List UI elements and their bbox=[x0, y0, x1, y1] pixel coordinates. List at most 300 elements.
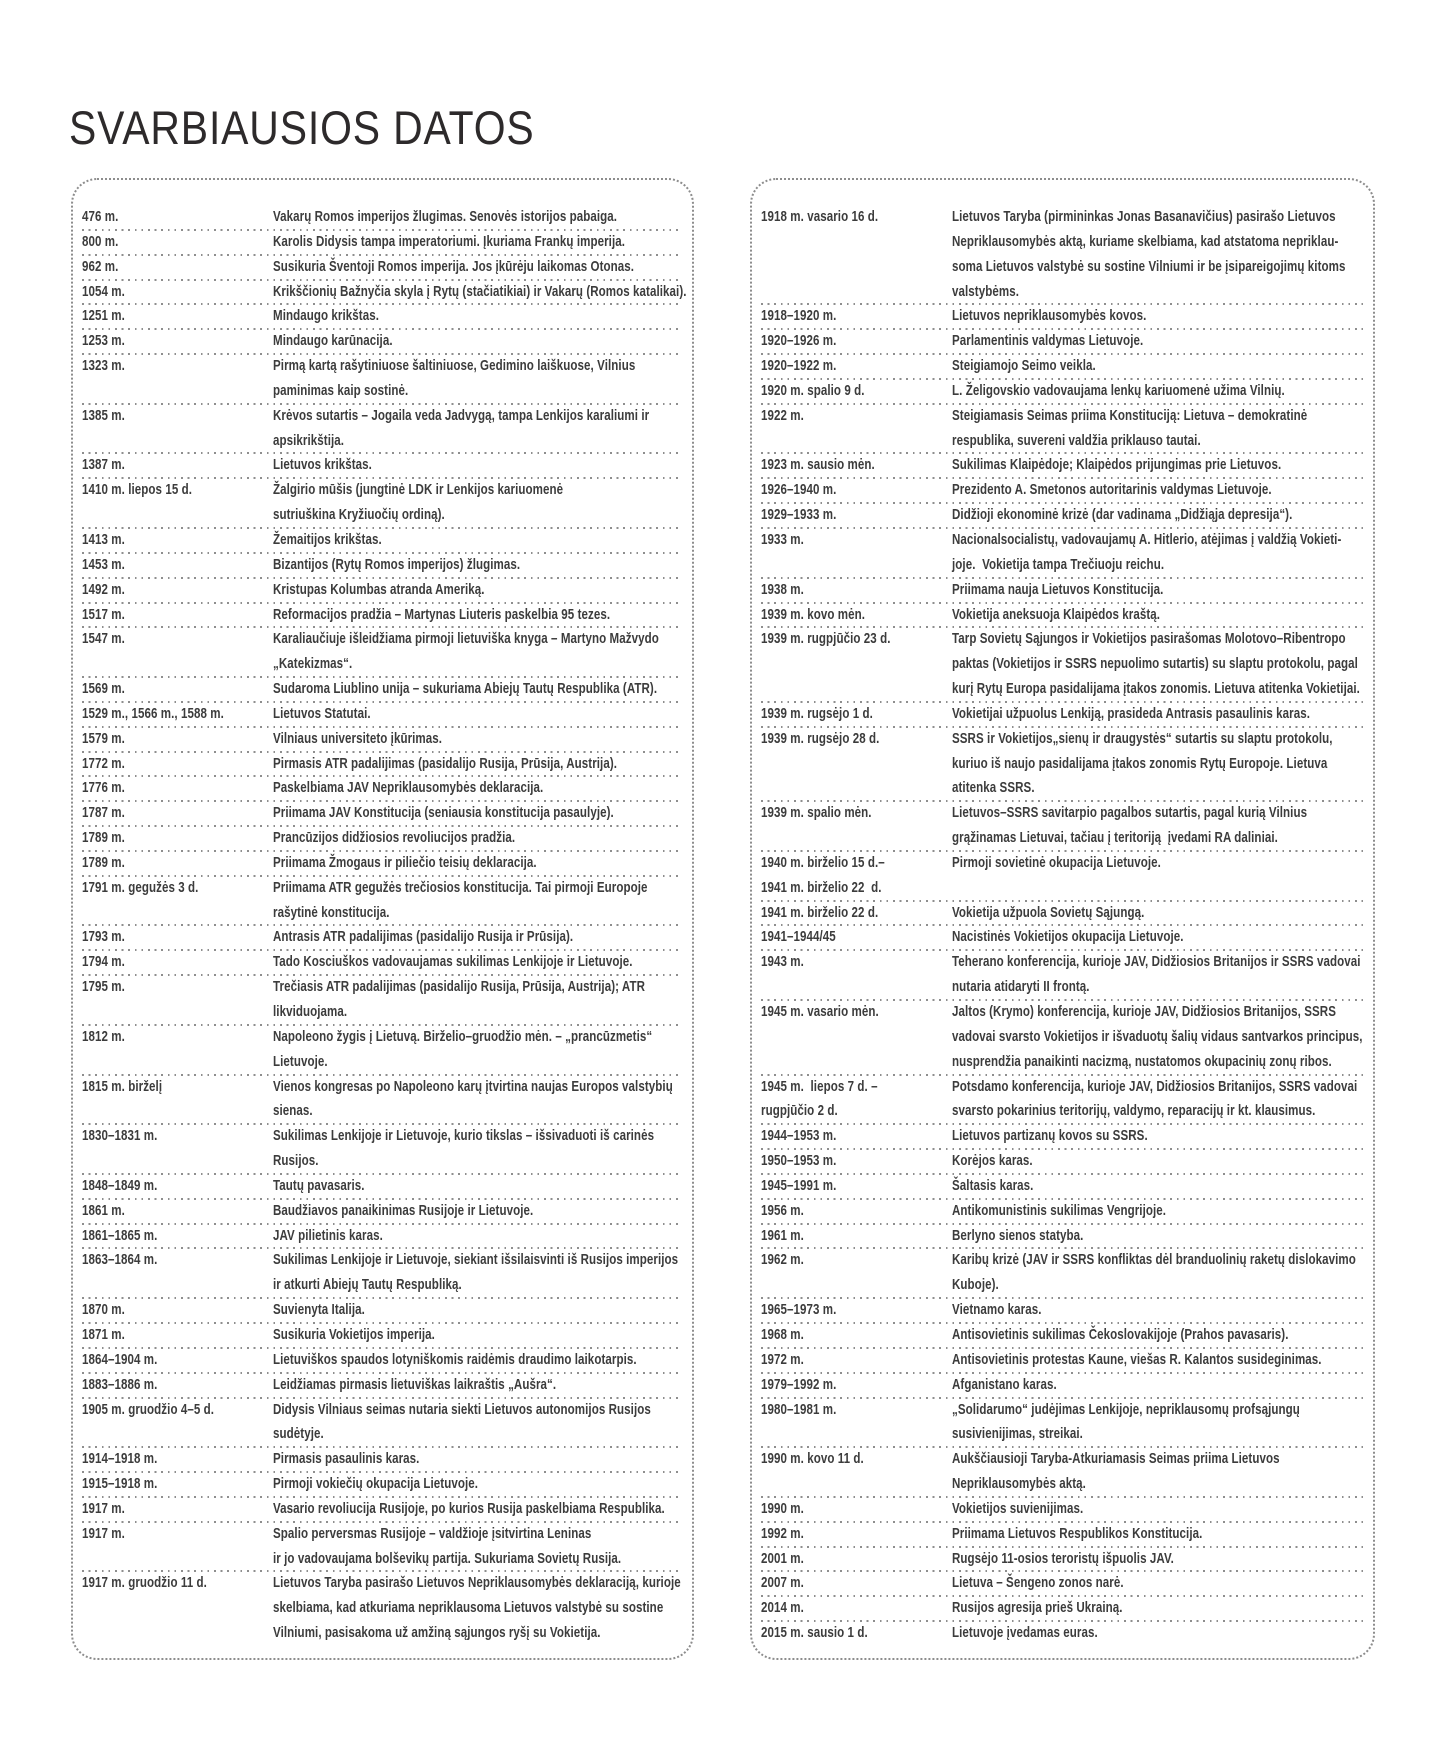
description-line: kuriuo iš naujo pasidalijama įtakos zonomis Rytų Europoje. Lietuva bbox=[952, 754, 1328, 772]
description-cell bbox=[952, 453, 1364, 478]
date-line: 1943 m. bbox=[761, 953, 804, 971]
description-line: Sukilimas Lenkijoje ir Lietuvoje, siekiant išsilaisvinti iš Rusijos imperijos bbox=[273, 1251, 679, 1269]
date-cell bbox=[82, 304, 273, 329]
description-line: Mindaugo krikštas. bbox=[273, 307, 380, 325]
table-row bbox=[82, 1025, 683, 1075]
description-line: Lietuvoje. bbox=[273, 1052, 328, 1070]
description-line: Vienos kongresas po Napoleono karų įtvirtina naujas Europos valstybių bbox=[273, 1077, 673, 1095]
date-cell bbox=[82, 1497, 273, 1522]
description-cell bbox=[273, 950, 683, 975]
date-cell bbox=[761, 453, 952, 478]
date-cell bbox=[761, 304, 952, 329]
description-line: Vakarų Romos imperijos žlugimas. Senovės istorijos pabaiga. bbox=[273, 208, 618, 225]
description-cell bbox=[952, 925, 1364, 950]
description-cell bbox=[273, 627, 683, 677]
table-row bbox=[82, 1248, 683, 1298]
description-line: Steigiamojo Seimo veikla. bbox=[952, 357, 1096, 375]
date-cell bbox=[761, 1348, 952, 1373]
date-cell bbox=[82, 205, 273, 230]
description-line: Lietuvos–SSRS savitarpio pagalbos sutartis, pagal kurią Vilnius bbox=[952, 804, 1308, 822]
date-cell bbox=[82, 1174, 273, 1199]
table-row bbox=[761, 528, 1364, 578]
description-cell bbox=[952, 578, 1364, 603]
date-line: 962 m. bbox=[82, 257, 119, 275]
date-line: 1939 m. kovo mėn. bbox=[761, 605, 866, 623]
description-line: sienas. bbox=[273, 1102, 313, 1120]
description-line: Pirmą kartą rašytiniuose šaltiniuose, Gedimino laiškuose, Vilnius bbox=[273, 357, 636, 375]
table-row bbox=[761, 950, 1364, 1000]
date-line: 1863–1864 m. bbox=[82, 1251, 158, 1269]
table-row bbox=[82, 727, 683, 752]
table-row bbox=[82, 1124, 683, 1174]
description-line: Vokietija aneksuoja Klaipėdos kraštą. bbox=[952, 605, 1161, 623]
description-line: Korėjos karas. bbox=[952, 1152, 1033, 1170]
date-line: 1772 m. bbox=[82, 754, 125, 772]
description-line: Sukilimas Klaipėdoje; Klaipėdos prijungimas prie Lietuvos. bbox=[952, 456, 1282, 474]
description-line: Nacionalsocialistų, vadovaujamų A. Hitlerio, atėjimas į valdžią Vokieti- bbox=[952, 530, 1342, 548]
description-line: Jaltos (Krymo) konferencija, kurioje JAV, Didžiosios Britanijos, SSRS bbox=[952, 1003, 1337, 1020]
description-cell bbox=[952, 1248, 1364, 1298]
description-line: Tarp Sovietų Sąjungos ir Vokietijos pasirašomas Molotovo–Ribentropo bbox=[952, 630, 1346, 648]
description-line: Didžioji ekonominė krizė (dar vadinama „Didžiąja depresija“). bbox=[952, 506, 1293, 524]
table-row bbox=[82, 925, 683, 950]
table-row bbox=[761, 1124, 1364, 1149]
description-cell bbox=[952, 1373, 1364, 1398]
date-cell bbox=[761, 578, 952, 603]
date-line: 1812 m. bbox=[82, 1027, 125, 1045]
date-cell bbox=[761, 205, 952, 304]
date-line: 1965–1973 m. bbox=[761, 1301, 837, 1319]
description-line: Prancūzijos didžiosios revoliucijos pradžia. bbox=[273, 829, 516, 847]
description-line: Susikuria Šventoji Romos imperija. Jos įkūrėju laikomas Otonas. bbox=[273, 257, 635, 275]
description-line: Lietuvoje įvedamas euras. bbox=[952, 1624, 1098, 1642]
description-line: Žemaitijos krikštas. bbox=[273, 530, 382, 548]
date-line: 1789 m. bbox=[82, 829, 125, 847]
table-row bbox=[761, 1000, 1364, 1075]
date-line: 1939 m. rugsėjo 1 d. bbox=[761, 704, 873, 722]
description-line: susivienijimas, streikai. bbox=[952, 1425, 1083, 1443]
date-cell bbox=[761, 603, 952, 628]
description-line: Afganistano karas. bbox=[952, 1375, 1057, 1393]
description-cell bbox=[952, 702, 1364, 727]
description-line: Pirmasis pasaulinis karas. bbox=[273, 1450, 420, 1468]
date-cell bbox=[761, 1522, 952, 1547]
date-line: 1941 m. birželio 22 d. bbox=[761, 878, 882, 896]
date-line: 1920–1922 m. bbox=[761, 357, 837, 375]
description-line: Karolis Didysis tampa imperatoriumi. Įkuriama Frankų imperija. bbox=[273, 232, 626, 250]
date-line: 1990 m. kovo 11 d. bbox=[761, 1450, 864, 1468]
date-cell bbox=[82, 1124, 273, 1174]
description-line: kurį Rytų Europa pasidalijama įtakos zonomis. Lietuva atitenka Vokietijai. bbox=[952, 680, 1360, 698]
date-cell bbox=[82, 578, 273, 603]
date-line: 1950–1953 m. bbox=[761, 1152, 837, 1170]
description-cell bbox=[273, 1075, 683, 1125]
date-cell bbox=[82, 230, 273, 255]
description-line: Tautų pavasaris. bbox=[273, 1176, 365, 1194]
description-line: Napoleono žygis į Lietuvą. Birželio–gruodžio mėn. – „prancūzmetis“ bbox=[273, 1027, 653, 1045]
table-row bbox=[82, 1323, 683, 1348]
description-line: Karaliaučiuje išleidžiama pirmoji lietuviška knyga – Martyno Mažvydo bbox=[273, 630, 659, 648]
description-line: Lietuvos krikštas. bbox=[273, 456, 372, 474]
table-row bbox=[82, 1497, 683, 1522]
description-line: Antisovietinis protestas Kaune, viešas R. Kalantos susideginimas. bbox=[952, 1350, 1322, 1368]
date-line: 1529 m., 1566 m., 1588 m. bbox=[82, 704, 224, 722]
date-cell bbox=[82, 1323, 273, 1348]
date-cell bbox=[761, 851, 952, 901]
table-row bbox=[82, 1298, 683, 1323]
date-line: 1848–1849 m. bbox=[82, 1176, 158, 1194]
description-line: Vokietijai užpuolus Lenkiją, prasideda Antrasis pasaulinis karas. bbox=[952, 704, 1311, 722]
table-row bbox=[761, 404, 1364, 454]
description-cell bbox=[273, 205, 683, 230]
date-cell bbox=[82, 329, 273, 354]
table-row bbox=[761, 1298, 1364, 1323]
date-cell bbox=[761, 727, 952, 802]
table-row bbox=[82, 1373, 683, 1398]
date-cell bbox=[82, 280, 273, 305]
table-row bbox=[761, 1323, 1364, 1348]
table-row bbox=[82, 776, 683, 801]
description-cell bbox=[952, 1497, 1364, 1522]
table-row bbox=[82, 801, 683, 826]
table-row bbox=[761, 1174, 1364, 1199]
table-row bbox=[82, 553, 683, 578]
date-cell bbox=[82, 1522, 273, 1572]
table-row bbox=[761, 627, 1364, 702]
date-cell bbox=[761, 503, 952, 528]
description-line: nutaria atidaryti II frontą. bbox=[952, 978, 1090, 996]
date-cell bbox=[82, 453, 273, 478]
description-line: Paskelbiama JAV Nepriklausomybės deklaracija. bbox=[273, 779, 544, 797]
description-line: Lietuvos partizanų kovos su SSRS. bbox=[952, 1127, 1148, 1145]
date-line: 1579 m. bbox=[82, 729, 125, 747]
date-cell bbox=[82, 752, 273, 777]
description-line: Susikuria Vokietijos imperija. bbox=[273, 1325, 435, 1343]
table-row bbox=[82, 1224, 683, 1249]
description-cell bbox=[273, 1248, 683, 1298]
date-line: 1926–1940 m. bbox=[761, 481, 837, 499]
description-cell bbox=[952, 901, 1364, 926]
description-line: Parlamentinis valdymas Lietuvoje. bbox=[952, 332, 1144, 350]
table-row bbox=[761, 1199, 1364, 1224]
description-cell bbox=[952, 950, 1364, 1000]
description-cell bbox=[952, 1075, 1364, 1125]
table-row bbox=[82, 1075, 683, 1125]
date-line: 1980–1981 m. bbox=[761, 1400, 837, 1418]
date-line: 1861–1865 m. bbox=[82, 1226, 158, 1244]
description-cell bbox=[273, 851, 683, 876]
description-cell bbox=[952, 404, 1364, 454]
table-row bbox=[82, 851, 683, 876]
description-cell bbox=[273, 776, 683, 801]
date-cell bbox=[82, 603, 273, 628]
description-line: Tado Kosciuškos vadovaujamas sukilimas Lenkijoje ir Lietuvoje. bbox=[273, 953, 633, 971]
date-cell bbox=[82, 528, 273, 553]
date-cell bbox=[761, 1571, 952, 1596]
date-cell bbox=[82, 1373, 273, 1398]
table-row bbox=[761, 478, 1364, 503]
description-cell bbox=[273, 528, 683, 553]
description-line: Spalio perversmas Rusijoje – valdžioje įsitvirtina Leninas bbox=[273, 1524, 592, 1542]
date-cell bbox=[82, 1199, 273, 1224]
table-row bbox=[761, 1224, 1364, 1249]
description-cell bbox=[273, 752, 683, 777]
description-line: skelbiama, kad atkuriama nepriklausoma Lietuvos valstybė su sostine bbox=[273, 1599, 664, 1617]
date-cell bbox=[761, 1149, 952, 1174]
table-row bbox=[82, 752, 683, 777]
description-cell bbox=[273, 1571, 683, 1646]
description-line: Suvienyta Italija. bbox=[273, 1301, 365, 1319]
date-line: 1815 m. birželį bbox=[82, 1077, 163, 1095]
date-cell bbox=[82, 404, 273, 454]
table-row bbox=[761, 702, 1364, 727]
date-cell bbox=[82, 553, 273, 578]
description-cell bbox=[273, 1522, 683, 1572]
description-cell bbox=[952, 1224, 1364, 1249]
table-row bbox=[761, 851, 1364, 901]
date-line: 2007 m. bbox=[761, 1574, 804, 1592]
date-line: 1922 m. bbox=[761, 406, 804, 424]
table-row bbox=[82, 826, 683, 851]
date-line: 1956 m. bbox=[761, 1201, 804, 1219]
description-line: Priimama Žmogaus ir piliečio teisių deklaracija. bbox=[273, 853, 537, 871]
description-cell bbox=[273, 702, 683, 727]
description-cell bbox=[273, 1323, 683, 1348]
table-row bbox=[761, 925, 1364, 950]
description-line: SSRS ir Vokietijos„sienų ir draugystės“ sutartis su slaptu protokolu, bbox=[952, 729, 1333, 747]
date-line: 1871 m. bbox=[82, 1325, 125, 1343]
table-row bbox=[761, 1373, 1364, 1398]
date-cell bbox=[761, 354, 952, 379]
description-line: Pirmoji sovietinė okupacija Lietuvoje. bbox=[952, 853, 1161, 871]
table-row bbox=[761, 1348, 1364, 1373]
description-line: vadovai svarsto Vokietijos ir išvaduotų šalių vidaus santvarkos principus, bbox=[952, 1027, 1363, 1045]
description-line: nusprendžia panaikinti nacizmą, nustatomos okupacinių zonų ribos. bbox=[952, 1052, 1332, 1070]
date-cell bbox=[82, 801, 273, 826]
description-line: Lietuvos Taryba pasirašo Lietuvos Nepriklausomybės deklaraciją, kurioje bbox=[273, 1574, 681, 1592]
description-line: Žalgirio mūšis (jungtinė LDK ir Lenkijos kariuomenė bbox=[273, 481, 564, 499]
description-line: likviduojama. bbox=[273, 1003, 348, 1020]
description-cell bbox=[952, 727, 1364, 802]
date-cell bbox=[761, 1000, 952, 1075]
description-cell bbox=[952, 1596, 1364, 1621]
date-line: 1054 m. bbox=[82, 282, 125, 300]
date-line: 1933 m. bbox=[761, 530, 804, 548]
date-cell bbox=[761, 1547, 952, 1572]
description-line: Antikomunistinis sukilimas Vengrijoje. bbox=[952, 1201, 1167, 1219]
date-cell bbox=[761, 1323, 952, 1348]
date-line: 2015 m. sausio 1 d. bbox=[761, 1624, 868, 1642]
date-cell bbox=[761, 1199, 952, 1224]
description-line: paminimas kaip sostinė. bbox=[273, 381, 409, 399]
date-cell bbox=[761, 404, 952, 454]
description-line: Antisovietinis sukilimas Čekoslovakijoje (Prahos pavasaris). bbox=[952, 1325, 1289, 1343]
description-line: valstybėms. bbox=[952, 282, 1019, 300]
date-line: 1968 m. bbox=[761, 1325, 804, 1343]
date-cell bbox=[82, 478, 273, 528]
description-line: rašytinė konstitucija. bbox=[273, 903, 390, 921]
description-line: Rusijos agresija prieš Ukrainą. bbox=[952, 1599, 1123, 1617]
table-row bbox=[761, 205, 1364, 304]
description-line: Kuboje). bbox=[952, 1276, 999, 1294]
date-line: 2001 m. bbox=[761, 1549, 804, 1567]
date-line: 1569 m. bbox=[82, 680, 125, 698]
description-cell bbox=[952, 603, 1364, 628]
description-line: Didysis Vilniaus seimas nutaria siekti Lietuvos autonomijos Rusijos bbox=[273, 1400, 651, 1418]
table-row bbox=[761, 1075, 1364, 1125]
date-cell bbox=[761, 528, 952, 578]
date-line: 1923 m. sausio mėn. bbox=[761, 456, 875, 474]
date-line: 1979–1992 m. bbox=[761, 1375, 837, 1393]
date-line: 800 m. bbox=[82, 232, 119, 250]
description-cell bbox=[273, 925, 683, 950]
description-cell bbox=[273, 578, 683, 603]
description-cell bbox=[273, 975, 683, 1025]
description-cell bbox=[952, 627, 1364, 702]
date-line: 1794 m. bbox=[82, 953, 125, 971]
date-cell bbox=[761, 1447, 952, 1497]
description-line: Aukščiausioji Taryba-Atkuriamasis Seimas priima Lietuvos bbox=[952, 1450, 1280, 1468]
description-line: Trečiasis ATR padalijimas (pasidalijo Rusija, Prūsija, Austrija); ATR bbox=[273, 978, 646, 996]
description-line: Krėvos sutartis – Jogaila veda Jadvygą, tampa Lenkijos karaliumi ir bbox=[273, 406, 650, 424]
description-line: Šaltasis karas. bbox=[952, 1176, 1034, 1194]
description-cell bbox=[952, 1398, 1364, 1448]
table-row bbox=[82, 1522, 683, 1572]
date-cell bbox=[761, 1075, 952, 1125]
date-line: 476 m. bbox=[82, 208, 119, 225]
description-cell bbox=[273, 280, 687, 305]
description-cell bbox=[952, 379, 1364, 404]
date-line: 1938 m. bbox=[761, 580, 804, 598]
description-line: paktas (Vokietijos ir SSRS nepuolimo sutartis) su slaptu protokolu, pagal bbox=[952, 655, 1358, 673]
date-cell bbox=[761, 1298, 952, 1323]
description-line: svarsto pokarinius teritorijų, valdymo, reparacijų ir kt. klausimus. bbox=[952, 1102, 1316, 1120]
date-line: 1793 m. bbox=[82, 928, 125, 946]
description-line: Teherano konferencija, kurioje JAV, Didžiosios Britanijos ir SSRS vadovai bbox=[952, 953, 1361, 971]
date-cell bbox=[761, 329, 952, 354]
description-line: Nacistinės Vokietijos okupacija Lietuvoje. bbox=[952, 928, 1184, 946]
table-row bbox=[82, 404, 683, 454]
description-line: Potsdamo konferencija, kurioje JAV, Didžiosios Britanijos, SSRS vadovai bbox=[952, 1077, 1358, 1095]
description-cell bbox=[273, 354, 683, 404]
date-line: 1945 m. vasario mėn. bbox=[761, 1003, 879, 1020]
table-row bbox=[761, 727, 1364, 802]
table-row bbox=[761, 379, 1364, 404]
description-cell bbox=[952, 503, 1364, 528]
description-cell bbox=[952, 205, 1364, 304]
description-cell bbox=[273, 1348, 683, 1373]
description-line: Sukilimas Lenkijoje ir Lietuvoje, kurio tikslas – išsivaduoti iš carinės bbox=[273, 1127, 655, 1145]
date-cell bbox=[761, 1224, 952, 1249]
description-cell bbox=[952, 1298, 1364, 1323]
description-line: Sudaroma Liublino unija – sukuriama Abiejų Tautų Respublika (ATR). bbox=[273, 680, 658, 698]
date-line: 1941–1944/45 bbox=[761, 928, 836, 946]
description-line: Krikščionių Bažnyčia skyla į Rytų (stačiatikiai) ir Vakarų (Romos katalikai). bbox=[273, 282, 687, 300]
date-line: 1787 m. bbox=[82, 804, 125, 822]
description-cell bbox=[273, 1447, 683, 1472]
date-line: 1917 m. bbox=[82, 1524, 125, 1542]
date-line: 1944–1953 m. bbox=[761, 1127, 837, 1145]
date-line: 1918–1920 m. bbox=[761, 307, 837, 325]
description-line: Lietuvos nepriklausomybės kovos. bbox=[952, 307, 1147, 325]
date-cell bbox=[761, 1174, 952, 1199]
description-cell bbox=[273, 876, 683, 926]
description-line: Lietuvos Taryba (pirmininkas Jonas Basanavičius) pasirašo Lietuvos bbox=[952, 208, 1336, 225]
table-row bbox=[82, 304, 683, 329]
date-cell bbox=[82, 1348, 273, 1373]
date-line: 1992 m. bbox=[761, 1524, 804, 1542]
description-cell bbox=[273, 553, 683, 578]
description-cell bbox=[273, 1174, 683, 1199]
description-cell bbox=[952, 1447, 1364, 1497]
description-line: Priimama ATR gegužės trečiosios konstitucija. Tai pirmoji Europoje bbox=[273, 878, 648, 896]
timeline-box-left bbox=[71, 178, 694, 1660]
date-line: 1861 m. bbox=[82, 1201, 125, 1219]
date-cell bbox=[82, 1447, 273, 1472]
description-cell bbox=[273, 801, 683, 826]
description-line: Pirmasis ATR padalijimas (pasidalijo Rusija, Prūsija, Austrija). bbox=[273, 754, 618, 772]
table-row bbox=[82, 1348, 683, 1373]
date-cell bbox=[82, 1075, 273, 1125]
date-cell bbox=[82, 727, 273, 752]
description-cell bbox=[952, 801, 1364, 851]
date-cell bbox=[761, 1596, 952, 1621]
date-line: 1864–1904 m. bbox=[82, 1350, 158, 1368]
description-line: Rusijos. bbox=[273, 1152, 319, 1170]
date-cell bbox=[761, 1373, 952, 1398]
date-cell bbox=[82, 975, 273, 1025]
date-cell bbox=[761, 801, 952, 851]
description-cell bbox=[952, 1621, 1364, 1646]
date-line: 1945 m. liepos 7 d. – bbox=[761, 1077, 878, 1095]
date-cell bbox=[761, 702, 952, 727]
date-cell bbox=[82, 950, 273, 975]
table-row bbox=[761, 304, 1364, 329]
date-line: 1945–1991 m. bbox=[761, 1176, 837, 1194]
date-line: 1547 m. bbox=[82, 630, 125, 648]
date-line: 1251 m. bbox=[82, 307, 125, 325]
description-cell bbox=[273, 1124, 683, 1174]
description-cell bbox=[273, 603, 683, 628]
date-line: 1413 m. bbox=[82, 530, 125, 548]
date-line: 1939 m. rugsėjo 28 d. bbox=[761, 729, 880, 747]
description-line: Priimama nauja Lietuvos Konstitucija. bbox=[952, 580, 1164, 598]
table-row bbox=[82, 1447, 683, 1472]
table-row bbox=[761, 1149, 1364, 1174]
date-cell bbox=[761, 1398, 952, 1448]
description-cell bbox=[273, 329, 683, 354]
date-line: 1990 m. bbox=[761, 1499, 804, 1517]
description-line: soma Lietuvos valstybė su sostine Vilniumi ir be įsipareigojimų kitoms bbox=[952, 257, 1346, 275]
description-cell bbox=[952, 304, 1364, 329]
description-line: Prezidento A. Smetonos autoritarinis valdymas Lietuvoje. bbox=[952, 481, 1272, 499]
timeline-box-right bbox=[750, 178, 1375, 1660]
description-line: Vietnamo karas. bbox=[952, 1301, 1042, 1319]
description-line: „Solidarumo“ judėjimas Lenkijoje, nepriklausomų profsąjungų bbox=[952, 1400, 1300, 1418]
table-row bbox=[761, 603, 1364, 628]
table-row bbox=[761, 453, 1364, 478]
description-line: JAV pilietinis karas. bbox=[273, 1226, 383, 1244]
date-cell bbox=[82, 1224, 273, 1249]
description-line: joje. Vokietija tampa Trečiuoju reichu. bbox=[952, 555, 1165, 573]
date-cell bbox=[82, 776, 273, 801]
description-cell bbox=[273, 1373, 683, 1398]
date-line: 1791 m. gegužės 3 d. bbox=[82, 878, 199, 896]
date-line: 1410 m. liepos 15 d. bbox=[82, 481, 193, 499]
description-cell bbox=[952, 528, 1364, 578]
table-row bbox=[82, 528, 683, 553]
description-cell bbox=[273, 255, 683, 280]
